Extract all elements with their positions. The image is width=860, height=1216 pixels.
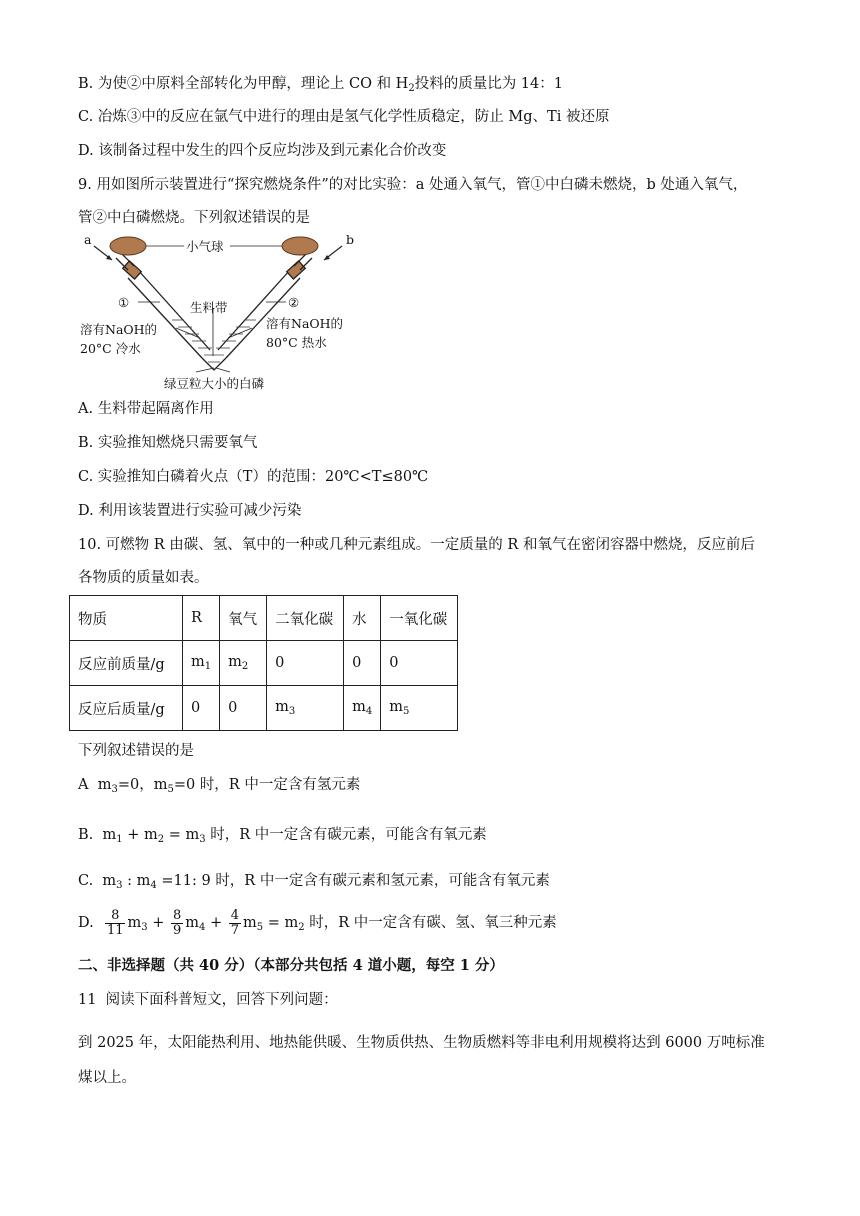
table-row bbox=[70, 686, 458, 731]
q9-option-b: B. 实验推知燃烧只需要氧气 bbox=[78, 435, 258, 451]
q9-stem-line1: 9. 用如图所示装置进行“探究燃烧条件”的对比实验：a 处通入氧气，管①中白磷未燃烧，b 处通入氧气， bbox=[78, 177, 748, 193]
table-header: 二氧化碳 bbox=[267, 596, 344, 641]
combustion-apparatus-figure bbox=[80, 232, 370, 394]
table-cell: 0 bbox=[344, 641, 381, 686]
left-water-label-2: 20°C 冷水 bbox=[80, 341, 141, 356]
table-header: 一氧化碳 bbox=[381, 596, 458, 641]
left-water-label-1: 溶有NaOH的 bbox=[80, 322, 158, 337]
table-cell: $m_5$ bbox=[381, 686, 458, 731]
q9-option-a: A. 生料带起隔离作用 bbox=[78, 401, 214, 417]
table-header: 氧气 bbox=[220, 596, 267, 641]
q10-option-b: B. $m_1 + m_2 = m_3$ 时，R 中一定含有碳元素，可能含有氧元素 bbox=[78, 827, 487, 845]
table-cell: 0 bbox=[381, 641, 458, 686]
table-cell: 反应前质量/g bbox=[70, 641, 183, 686]
q9-stem-line2: 管②中白磷燃烧。下列叙述错误的是 bbox=[78, 210, 310, 226]
label-a: a bbox=[84, 232, 92, 247]
table-header-row bbox=[70, 596, 458, 641]
table-cell: $m_2$ bbox=[220, 641, 267, 686]
table-cell: 反应后质量/g bbox=[70, 686, 183, 731]
q10-option-a: A $m_3=0$，$m_5=0$ 时，R 中一定含有氢元素 bbox=[78, 777, 361, 795]
table-cell: 0 bbox=[267, 641, 344, 686]
table-cell: 0 bbox=[220, 686, 267, 731]
table-header: 物质 bbox=[70, 596, 183, 641]
tube-1-label: ① bbox=[118, 295, 130, 310]
table-cell: $m_3$ bbox=[267, 686, 344, 731]
q8-option-b: B. 为使②中原料全部转化为甲醇，理论上 CO 和 $H_2$投料的质量比为 14：1 bbox=[78, 76, 563, 94]
q10-prompt: 下列叙述错误的是 bbox=[78, 743, 194, 759]
table-cell: $m_4$ bbox=[344, 686, 381, 731]
q11-paragraph-line1: 到 2025 年，太阳能热利用、地热能供暖、生物质供热、生物质燃料等非电利用规模将达到 6000 万吨标准 bbox=[78, 1035, 765, 1051]
q10-stem-line2: 各物质的质量如表。 bbox=[78, 570, 209, 586]
q9-option-d: D. 利用该装置进行实验可减少污染 bbox=[78, 503, 302, 519]
table-header: 水 bbox=[344, 596, 381, 641]
right-balloon bbox=[282, 237, 318, 255]
table-row bbox=[70, 641, 458, 686]
q10-option-c: C. $m_3$ : $m_4 =11$: 9 时，R 中一定含有碳元素和氢元素，可能含有氧元素 bbox=[78, 873, 550, 891]
left-balloon bbox=[110, 237, 146, 255]
mass-table bbox=[69, 595, 458, 731]
q10-option-d: D. $\frac{8}{11}$ $m_3$ + $\frac{8}{9}$ $m_4$ + $\frac{4}{7}$ $m_5 = m_2$ 时，R 中一定含有碳、氢、氧三种元素 bbox=[78, 907, 557, 938]
q10-stem-line1: 10. 可燃物 R 由碳、氢、氧中的一种或几种元素组成。一定质量的 R 和氧气在密闭容器中燃烧，反应前后 bbox=[78, 537, 755, 553]
balloon-label: 小气球 bbox=[186, 239, 224, 254]
q8-option-c: C. 冶炼③中的反应在氩气中进行的理由是氢气化学性质稳定，防止 Mg、Ti 被还原 bbox=[78, 109, 610, 125]
tube-2-label: ② bbox=[288, 295, 300, 310]
q11-paragraph-line2: 煤以上。 bbox=[78, 1070, 136, 1086]
section-2-title: 二、非选择题（共 40 分）（本部分共包括 4 道小题，每空 1 分） bbox=[78, 957, 504, 974]
belt-label: 生料带 bbox=[190, 300, 228, 315]
table-cell: $m_1$ bbox=[183, 641, 220, 686]
q11-stem: 11 阅读下面科普短文，回答下列问题： bbox=[78, 992, 338, 1008]
table-header: R bbox=[183, 596, 220, 641]
water-hatching bbox=[172, 320, 256, 362]
phosphorus-label: 绿豆粒大小的白磷 bbox=[164, 376, 265, 391]
table-cell: 0 bbox=[183, 686, 220, 731]
right-water-label-2: 80°C 热水 bbox=[266, 335, 327, 350]
q9-option-c: C. 实验推知白磷着火点（T）的范围：20℃<T≤80℃ bbox=[78, 469, 429, 485]
q8-option-d: D. 该制备过程中发生的四个反应均涉及到元素化合价改变 bbox=[78, 143, 447, 159]
right-water-label-1: 溶有NaOH的 bbox=[266, 316, 344, 331]
label-b: b bbox=[346, 232, 355, 247]
